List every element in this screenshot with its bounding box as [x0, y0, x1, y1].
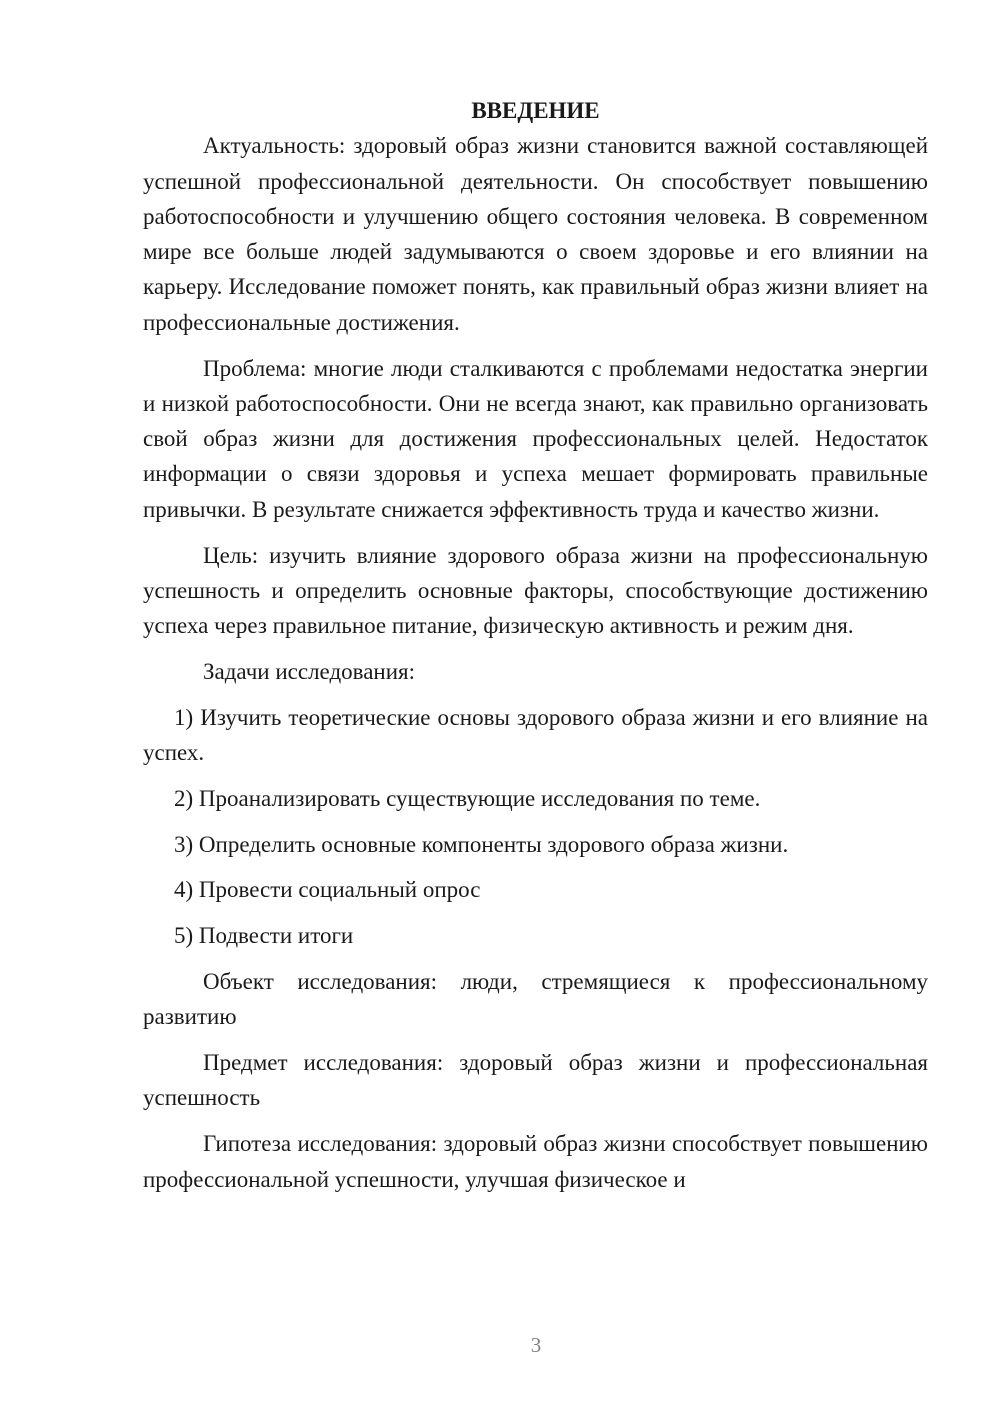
task-item-5: 5) Подвести итоги — [174, 923, 354, 949]
hypothesis-paragraph: Гипотеза исследования: здоровый образ жизни способствует повышению профессиональной успешности, улучшая физическое и — [143, 1131, 928, 1192]
page-content — [143, 93, 928, 1197]
tasks-heading: Задачи исследования: — [203, 658, 416, 684]
section-title: ВВЕДЕНИЕ — [471, 98, 600, 123]
problem-paragraph: Проблема: многие люди сталкиваются с проблемами недостатка энергии и низкой работоспособности. Они не всегда знают, как правильно организовать свой образ жизни для достижения профессиональных целей. Недостаток информации о связи здоровья и успеха мешает формировать правильные привычки. В результате снижается эффективность труда и качество жизни. — [143, 355, 928, 522]
task-item-1: 1) Изучить теоретические основы здорового образа жизни и его влияние на успех. — [143, 704, 928, 766]
task-item-2: 2) Проанализировать существующие исследования по теме. — [174, 785, 761, 811]
object-paragraph: Объект исследования: люди, стремящиеся к профессиональному развитию — [143, 969, 928, 1030]
page-number: 3 — [530, 1333, 542, 1357]
subject-paragraph: Предмет исследования: здоровый образ жизни и профессиональная успешность — [143, 1050, 928, 1111]
task-item-4: 4) Провести социальный опрос — [174, 877, 481, 903]
relevance-paragraph: Актуальность: здоровый образ жизни становится важной составляющей успешной профессиональной деятельности. Он способствует повышению работоспособности и улучшению общего состояния человека. В современном мире все больше людей задумываются о своем здоровье и его влиянии на карьеру. Исследование поможет понять, как правильный образ жизни влияет на профессиональные достижения. — [143, 133, 928, 335]
goal-paragraph: Цель: изучить влияние здорового образа жизни на профессиональную успешность и определить основные факторы, способствующие достижению успеха через правильное питание, физическую активность и режим дня. — [143, 542, 928, 639]
task-item-3: 3) Определить основные компоненты здорового образа жизни. — [174, 831, 789, 857]
